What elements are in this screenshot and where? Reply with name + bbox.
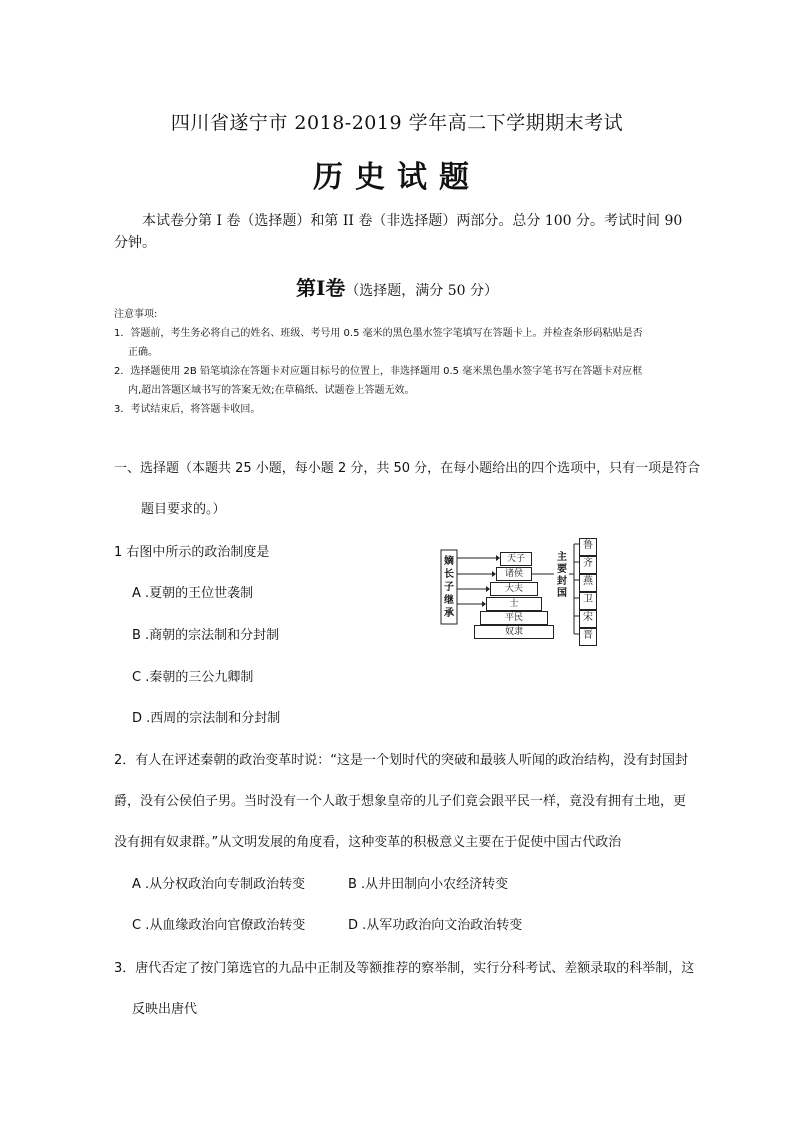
note-1-line-1: 1．答题前，考生务必将自己的姓名、班级、考号用 0.5 毫米的黑色墨水签字笔填写在答题卡上。并检查条形码粘贴是否	[114, 328, 643, 339]
exam-subject-title: 历史试题	[313, 160, 481, 195]
notes-block	[114, 305, 694, 419]
q3-stem-line-1: 3．唐代否定了按门第选官的九品中正制及等额推荐的察举制，实行分科考试、差额录取的科举制，这	[114, 961, 695, 976]
inheritance-label-char-2: 长	[444, 569, 454, 580]
state-lu: 鲁	[579, 538, 597, 556]
q2-option-d[interactable]: D .从军功政治向文治政治转变	[348, 918, 523, 933]
q1-option-a[interactable]: A .夏朝的王位世袭制	[132, 586, 254, 601]
pyramid-level-zhuhou: 诸侯	[496, 567, 532, 581]
q2-option-c[interactable]: C .从血缘政治向官僚政治转变	[132, 918, 306, 933]
q2-option-a[interactable]: A .从分权政治向专制政治转变	[132, 877, 306, 892]
inheritance-label-char-3: 子	[444, 582, 454, 593]
inheritance-label-char-1: 嫡	[444, 556, 454, 567]
pyramid-level-dafu: 大夫	[490, 582, 538, 596]
note-1-line-2: 正确。	[128, 347, 158, 358]
state-song: 宋	[579, 610, 597, 628]
note-2-line-2: 内,超出答题区域书写的答案无效;在草稿纸、试题卷上答题无效。	[128, 385, 415, 396]
note-3: 3．考试结束后，将答题卡收回。	[114, 404, 261, 415]
state-jin: 晋	[579, 628, 597, 646]
section-heading	[0, 272, 794, 301]
inheritance-label-char-5: 承	[444, 608, 454, 619]
q2-stem-line-3: 没有拥有奴隶群。”从文明发展的角度看，这种变革的积极意义主要在于促使中国古代政治	[114, 835, 622, 850]
note-2-line-1: 2．选择题使用 2B 铅笔填涂在答题卡对应题目标号的位置上，非选择题用 0.5 毫米黑色墨水签字笔书写在答题卡对应框	[114, 366, 643, 377]
q2-stem-line-1: 2．有人在评述秦朝的政治变革时说：“这是一个划时代的突破和最骇人听闻的政治结构，没有封国封	[114, 753, 689, 768]
exam-header-title: 四川省遂宁市 2018-2019 学年高二下学期期末考试	[170, 112, 624, 134]
pyramid-level-tianzi: 天子	[500, 552, 532, 566]
q2-stem-line-2: 爵，没有公侯伯子男。当时没有一个人敢于想象皇帝的儿子们竟会跟平民一样，竟没有拥有土地，更	[114, 794, 687, 809]
q1-option-c[interactable]: C .秦朝的三公九卿制	[132, 670, 254, 685]
state-qi: 齐	[579, 556, 597, 574]
pyramid-level-nuli: 奴隶	[474, 625, 554, 639]
feudal-hierarchy-diagram	[438, 538, 600, 646]
q1-stem: 1 右图中所示的政治制度是	[114, 545, 270, 560]
pyramid-level-shi: 士	[486, 597, 542, 611]
q2-option-b[interactable]: B .从井田制向小农经济转变	[348, 877, 509, 892]
section-heading-sub: （选择题，满分 50 分）	[345, 283, 499, 299]
q1-option-d[interactable]: D .西周的宗法制和分封制	[132, 711, 281, 726]
section-heading-main: 第Ⅰ卷	[295, 276, 346, 300]
part1-instruction-line-2: 题目要求的。）	[141, 502, 226, 517]
exam-intro: 本试卷分第 I 卷（选择题）和第 II 卷（非选择题）两部分。总分 100 分。考试时间 90 分钟。	[114, 213, 683, 251]
fiefdom-label-char-1: 主	[557, 552, 567, 563]
q1-option-b[interactable]: B .商朝的宗法制和分封制	[132, 628, 280, 643]
fiefdom-label-char-2: 要	[557, 564, 567, 575]
notes-title: 注意事项:	[114, 309, 158, 320]
pyramid-level-pingmin: 平民	[480, 611, 548, 625]
fiefdom-label-char-4: 国	[557, 588, 567, 599]
q3-stem-line-2: 反映出唐代	[132, 1002, 198, 1017]
fiefdom-label-char-3: 封	[557, 576, 567, 587]
part1-instruction-line-1: 一、选择题（本题共 25 小题，每小题 2 分，共 50 分，在每小题给出的四个选项中，只有一项是符合	[114, 461, 701, 476]
inheritance-label-char-4: 继	[444, 595, 454, 606]
state-wei: 卫	[579, 592, 597, 610]
state-yan: 燕	[579, 574, 597, 592]
